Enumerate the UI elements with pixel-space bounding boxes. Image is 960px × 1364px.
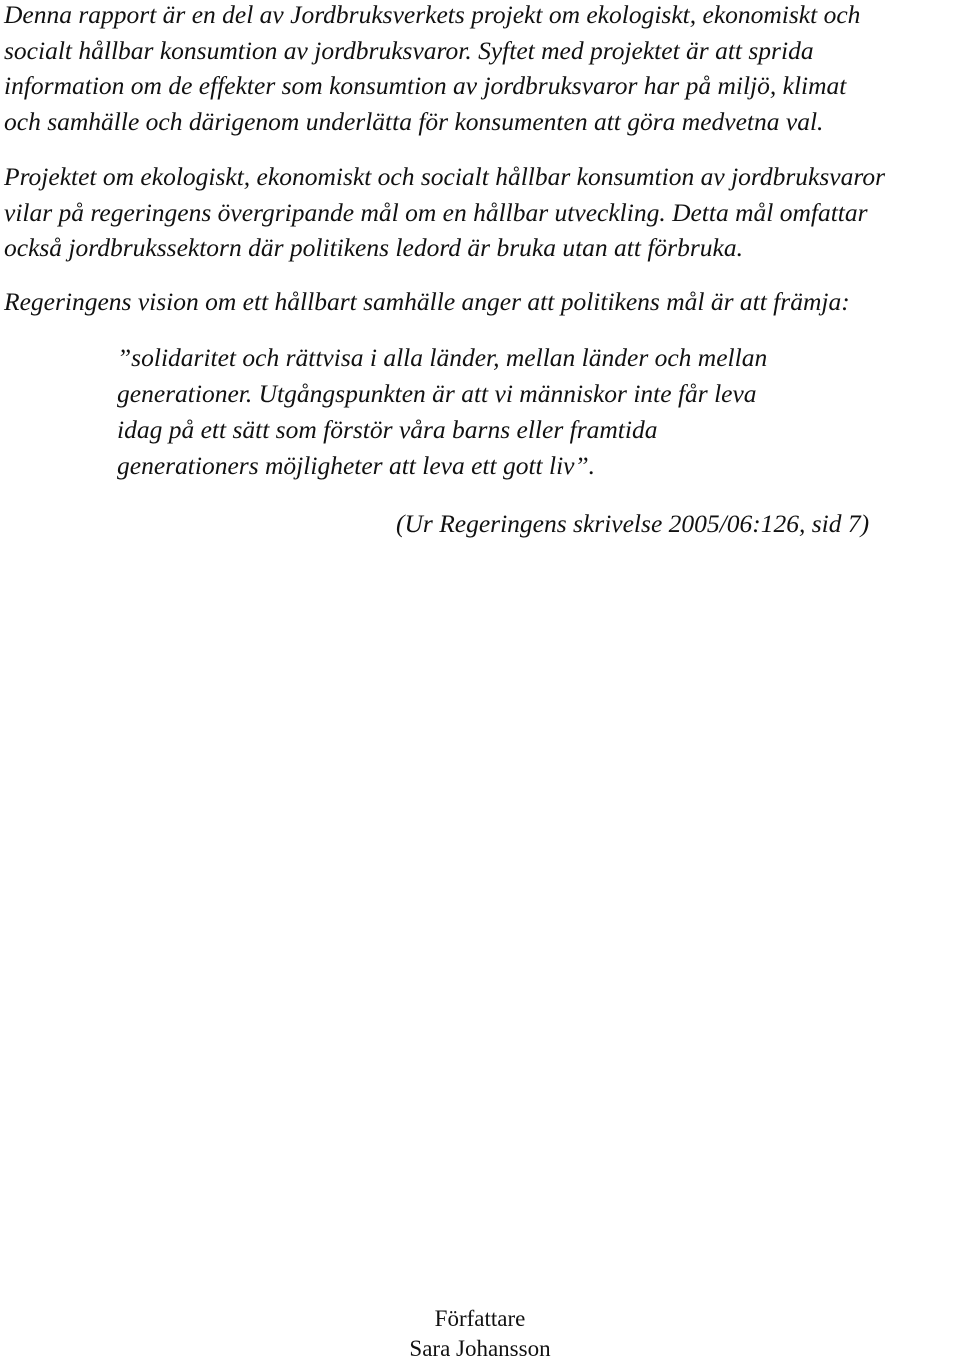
quote-source: (Ur Regeringens skrivelse 2005/06:126, sid 7) bbox=[396, 509, 870, 538]
author-block bbox=[380, 1304, 640, 1364]
vision-paragraph: Regeringens vision om ett hållbart samhälle anger att politikens mål är att främja: bbox=[4, 287, 850, 316]
author-role: Författare bbox=[434, 1306, 526, 1331]
author-name: Sara Johansson bbox=[409, 1336, 551, 1361]
intro-paragraph: Denna rapport är en del av Jordbruksverkets projekt om ekologiskt, ekonomiskt och socialt hållbar konsumtion av jordbruksvaror. Syftet med projektet är att sprida information om de effekter som konsumtion av jordbruksvaror har på miljö, klimat och samhälle och därigenom underlätta för konsumenten att göra medvetna val. bbox=[4, 0, 861, 136]
block-quote: ”solidaritet och rättvisa i alla länder, mellan länder och mellan generationer. Utgångspunkten är att vi människor inte får leva idag på ett sätt som förstör våra barns eller framtida generationers möjligheter att leva ett gott liv”. bbox=[117, 343, 768, 480]
project-paragraph: Projektet om ekologiskt, ekonomiskt och socialt hållbar konsumtion av jordbruksvaror vilar på regeringens övergripande mål om en hållbar utveckling. Detta mål omfattar också jordbrukssektorn där politikens ledord är bruka utan att förbruka. bbox=[4, 162, 886, 263]
